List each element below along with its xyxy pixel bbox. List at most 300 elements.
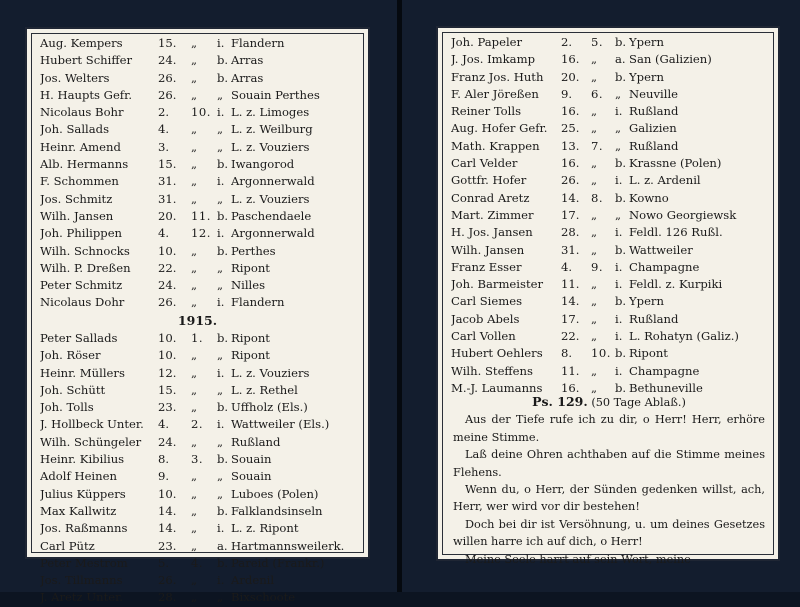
soldier-name: Aug. Kempers bbox=[40, 36, 123, 50]
death-place: Nilles bbox=[231, 278, 266, 293]
death-day: 26. bbox=[158, 87, 177, 102]
death-day: 26. bbox=[158, 295, 177, 310]
death-month: 11. bbox=[191, 208, 211, 223]
casualty-row bbox=[451, 172, 767, 189]
death-place: Hartmannsweilerk. bbox=[231, 538, 345, 553]
casualty-row bbox=[40, 121, 357, 138]
casualty-row bbox=[40, 538, 357, 555]
death-month: „ bbox=[191, 469, 198, 484]
unit-mark: „ bbox=[217, 87, 224, 102]
casualty-row bbox=[451, 51, 767, 68]
death-month: „ bbox=[191, 538, 198, 553]
death-place: Kowno bbox=[629, 190, 669, 205]
casualty-row bbox=[40, 173, 357, 190]
casualty-row bbox=[40, 139, 357, 156]
death-month: „ bbox=[191, 486, 198, 501]
soldier-name: Carl Vollen bbox=[451, 329, 516, 344]
unit-mark: b. bbox=[217, 208, 229, 223]
soldier-name: Peter Schmitz bbox=[40, 278, 123, 293]
death-month: „ bbox=[591, 156, 598, 171]
casualty-row bbox=[451, 259, 767, 276]
unit-mark: i. bbox=[615, 225, 623, 240]
unit-mark: „ bbox=[217, 191, 224, 206]
death-place: Feldl. z. Kurpiki bbox=[629, 277, 723, 292]
death-month: „ bbox=[591, 69, 598, 84]
death-day: 20. bbox=[158, 208, 177, 223]
unit-mark: „ bbox=[217, 348, 224, 363]
unit-mark: „ bbox=[217, 486, 224, 501]
death-month: 10. bbox=[591, 346, 611, 361]
soldier-name: F. Aler Jöreßen bbox=[451, 86, 539, 101]
death-month: 9. bbox=[591, 259, 604, 274]
unit-mark: i. bbox=[217, 295, 225, 310]
death-day: 10. bbox=[158, 486, 177, 501]
casualty-row bbox=[40, 434, 357, 451]
casualty-row bbox=[451, 276, 767, 293]
unit-mark: b. bbox=[217, 53, 229, 68]
death-place: Pareid (Frankr.) bbox=[231, 555, 325, 570]
death-day: 3. bbox=[158, 139, 170, 154]
death-month: „ bbox=[591, 294, 598, 309]
soldier-name: F. Schommen bbox=[40, 174, 119, 189]
soldier-name: Wilh. Schnocks bbox=[40, 243, 130, 258]
soldier-name: Nicolaus Dohr bbox=[40, 295, 125, 310]
casualty-list-1915-continued bbox=[451, 34, 767, 397]
unit-mark: b. bbox=[217, 331, 229, 345]
unit-mark: i. bbox=[217, 521, 225, 536]
death-month: „ bbox=[191, 365, 198, 380]
unit-mark: „ bbox=[217, 122, 224, 137]
death-day: 28. bbox=[561, 225, 580, 240]
unit-mark: „ bbox=[217, 382, 224, 397]
death-day: 15. bbox=[158, 36, 177, 50]
casualty-row bbox=[451, 207, 767, 224]
death-day: 15. bbox=[158, 157, 177, 172]
unit-mark: „ bbox=[217, 260, 224, 275]
death-place: Ripont bbox=[231, 260, 270, 275]
death-month: „ bbox=[591, 329, 598, 344]
casualty-row bbox=[451, 363, 767, 380]
death-month: 5. bbox=[591, 35, 604, 49]
death-month: „ bbox=[591, 242, 598, 257]
death-month: 12. bbox=[191, 226, 211, 241]
unit-mark: i. bbox=[615, 277, 623, 292]
casualty-row bbox=[40, 503, 357, 520]
death-month: „ bbox=[191, 503, 198, 518]
casualty-row bbox=[40, 225, 357, 242]
death-month: „ bbox=[191, 400, 198, 415]
right-card-frame bbox=[442, 32, 774, 566]
casualty-row bbox=[451, 224, 767, 241]
death-day: 8. bbox=[158, 452, 170, 467]
casualty-row bbox=[40, 208, 357, 225]
death-day: 28. bbox=[158, 590, 177, 605]
death-day: 13. bbox=[561, 138, 580, 153]
death-day: 11. bbox=[561, 277, 580, 292]
soldier-name: Reiner Tolls bbox=[451, 104, 522, 119]
death-day: 5. bbox=[158, 555, 170, 570]
death-month: „ bbox=[191, 174, 198, 189]
casualty-row bbox=[40, 572, 357, 589]
death-place: Bethuneville bbox=[629, 380, 703, 395]
death-place: L. z. Weilburg bbox=[231, 122, 313, 137]
death-day: 26. bbox=[158, 573, 177, 588]
death-day: 23. bbox=[158, 400, 177, 415]
unit-mark: b. bbox=[217, 243, 229, 258]
death-place: Flandern bbox=[231, 295, 285, 310]
soldier-name: M.-J. Laumanns bbox=[451, 380, 543, 395]
death-month: „ bbox=[191, 278, 198, 293]
soldier-name: Joh. Barmeister bbox=[451, 277, 544, 292]
casualty-row bbox=[40, 104, 357, 121]
soldier-name: Max Kallwitz bbox=[40, 503, 117, 518]
death-place: Ardenil bbox=[231, 573, 275, 588]
death-place: Ripont bbox=[231, 348, 270, 363]
soldier-name: Franz Jos. Huth bbox=[451, 69, 544, 84]
casualty-list-1914 bbox=[40, 35, 357, 312]
right-page bbox=[402, 0, 800, 592]
soldier-name: Carl Pütz bbox=[40, 538, 95, 553]
death-month: „ bbox=[191, 243, 198, 258]
death-day: 24. bbox=[158, 53, 177, 68]
death-place: Rußland bbox=[629, 104, 679, 119]
casualty-row bbox=[40, 294, 357, 311]
death-place: Nowo Georgiewsk bbox=[629, 207, 737, 222]
casualty-row bbox=[40, 555, 357, 572]
death-day: 17. bbox=[561, 311, 580, 326]
unit-mark: i. bbox=[615, 259, 623, 274]
soldier-name: Wilh. Jansen bbox=[451, 242, 525, 257]
unit-mark: i. bbox=[217, 573, 225, 588]
soldier-name: Peter Mestrom bbox=[40, 555, 128, 570]
soldier-name: H. Jos. Jansen bbox=[451, 225, 533, 240]
casualty-row bbox=[451, 86, 767, 103]
left-card bbox=[25, 27, 370, 605]
death-day: 24. bbox=[158, 278, 177, 293]
casualty-row bbox=[451, 69, 767, 86]
soldier-name: Joh. Schütt bbox=[40, 382, 106, 397]
death-day: 14. bbox=[561, 190, 580, 205]
casualty-row bbox=[451, 242, 767, 259]
death-month: „ bbox=[191, 122, 198, 137]
soldier-name: Jos. Schmitz bbox=[40, 191, 113, 206]
unit-mark: i. bbox=[615, 363, 623, 378]
death-day: 26. bbox=[158, 70, 177, 85]
death-month: „ bbox=[591, 225, 598, 240]
casualty-row bbox=[40, 70, 357, 87]
death-place: Uffholz (Els.) bbox=[231, 400, 308, 415]
death-place: Ypern bbox=[629, 294, 664, 309]
death-month: „ bbox=[591, 121, 598, 136]
death-day: 16. bbox=[561, 380, 580, 395]
death-place: Neuville bbox=[629, 86, 679, 101]
unit-mark: b. bbox=[615, 294, 627, 309]
soldier-name: Carl Siemes bbox=[451, 294, 523, 309]
death-month: „ bbox=[591, 173, 598, 188]
death-place: Luboes (Polen) bbox=[231, 486, 319, 501]
unit-mark: b. bbox=[217, 157, 229, 172]
death-day: 24. bbox=[158, 434, 177, 449]
unit-mark: „ bbox=[217, 434, 224, 449]
death-day: 2. bbox=[158, 105, 170, 120]
death-place: Feldl. 126 Rußl. bbox=[629, 225, 723, 240]
death-place: Champagne bbox=[629, 259, 700, 274]
death-day: 4. bbox=[158, 226, 170, 241]
unit-mark: i. bbox=[217, 105, 225, 120]
unit-mark: i. bbox=[615, 173, 623, 188]
soldier-name: Heinr. Müllers bbox=[40, 365, 125, 380]
death-month: „ bbox=[591, 277, 598, 292]
unit-mark: b. bbox=[217, 400, 229, 415]
death-place: Champagne bbox=[629, 363, 700, 378]
death-day: 12. bbox=[158, 365, 177, 380]
casualty-row bbox=[451, 138, 767, 155]
unit-mark: i. bbox=[217, 226, 225, 241]
death-day: 25. bbox=[561, 121, 580, 136]
death-day: 16. bbox=[561, 104, 580, 119]
unit-mark: a. bbox=[615, 52, 626, 67]
soldier-name: Joh. Philippen bbox=[40, 226, 123, 241]
unit-mark: „ bbox=[217, 139, 224, 154]
casualty-row bbox=[40, 191, 357, 208]
soldier-name: Hubert Oehlers bbox=[451, 346, 543, 361]
casualty-row bbox=[40, 451, 357, 468]
death-day: 31. bbox=[561, 242, 580, 257]
soldier-name: Wilh. Schüngeler bbox=[40, 434, 142, 449]
death-month: „ bbox=[591, 380, 598, 395]
unit-mark: b. bbox=[217, 503, 229, 518]
unit-mark: b. bbox=[615, 35, 627, 49]
death-month: „ bbox=[191, 260, 198, 275]
death-place: L. z. Rethel bbox=[231, 382, 298, 397]
soldier-name: Aug. Hofer Gefr. bbox=[451, 121, 548, 136]
unit-mark: b. bbox=[615, 69, 627, 84]
death-place: L. z. Vouziers bbox=[231, 139, 310, 154]
soldier-name: Julius Küppers bbox=[40, 486, 126, 501]
psalm-line: Laß deine Ohren achthaben auf die Stimme meines Flehens. bbox=[453, 448, 765, 479]
soldier-name: Franz Esser bbox=[451, 259, 522, 274]
casualty-row bbox=[40, 468, 357, 485]
soldier-name: Carl Velder bbox=[451, 156, 518, 171]
soldier-name: J. Aretz Unter. bbox=[40, 590, 124, 605]
death-day: 20. bbox=[561, 69, 580, 84]
death-day: 14. bbox=[158, 503, 177, 518]
unit-mark: i. bbox=[217, 36, 225, 50]
death-month: „ bbox=[191, 295, 198, 310]
casualty-row bbox=[40, 277, 357, 294]
death-day: 23. bbox=[158, 538, 177, 553]
soldier-name: J. Hollbeck Unter. bbox=[40, 417, 144, 432]
death-place: Arras bbox=[231, 70, 264, 85]
death-month: 10. bbox=[191, 105, 211, 120]
soldier-name: Jos. Tillmanns bbox=[40, 573, 123, 588]
unit-mark: i. bbox=[217, 365, 225, 380]
death-month: „ bbox=[191, 434, 198, 449]
death-month: „ bbox=[191, 573, 198, 588]
death-month: 6. bbox=[591, 86, 604, 101]
death-month: „ bbox=[591, 311, 598, 326]
death-place: Wattweiler (Els.) bbox=[231, 417, 330, 432]
death-day: 22. bbox=[158, 260, 177, 275]
soldier-name: Heinr. Kibilius bbox=[40, 452, 125, 467]
death-day: 15. bbox=[158, 382, 177, 397]
death-day: 16. bbox=[561, 52, 580, 67]
unit-mark: b. bbox=[615, 380, 627, 395]
unit-mark: i. bbox=[217, 417, 225, 432]
soldier-name: Mart. Zimmer bbox=[451, 207, 534, 222]
death-month: „ bbox=[191, 53, 198, 68]
casualty-row bbox=[451, 311, 767, 328]
unit-mark: i. bbox=[615, 329, 623, 344]
left-card-frame bbox=[31, 33, 364, 605]
death-place: Souain Perthes bbox=[231, 87, 320, 102]
death-day: 10. bbox=[158, 348, 177, 363]
death-place: Iwangorod bbox=[231, 157, 295, 172]
casualty-row bbox=[40, 399, 357, 416]
death-day: 4. bbox=[561, 259, 573, 274]
death-month: „ bbox=[191, 36, 198, 50]
psalm-title: Ps. 129. bbox=[532, 394, 588, 409]
death-place: Galizien bbox=[629, 121, 677, 136]
death-month: „ bbox=[591, 104, 598, 119]
death-place: Paschendaele bbox=[231, 208, 312, 223]
unit-mark: „ bbox=[217, 590, 224, 605]
death-place: San (Galizien) bbox=[629, 52, 712, 67]
unit-mark: b. bbox=[615, 156, 627, 171]
soldier-name: Jacob Abels bbox=[451, 311, 520, 326]
casualty-row bbox=[40, 87, 357, 104]
soldier-name: H. Haupts Gefr. bbox=[40, 87, 133, 102]
death-place: Argonnerwald bbox=[231, 226, 315, 241]
death-day: 11. bbox=[561, 363, 580, 378]
death-place: Souain bbox=[231, 469, 272, 484]
death-month: 1. bbox=[191, 331, 204, 345]
casualty-row bbox=[40, 486, 357, 503]
unit-mark: „ bbox=[615, 86, 622, 101]
death-place: L. z. Vouziers bbox=[231, 191, 310, 206]
death-place: Perthes bbox=[231, 243, 276, 258]
death-day: 22. bbox=[561, 329, 580, 344]
casualty-row bbox=[451, 103, 767, 120]
unit-mark: „ bbox=[615, 207, 622, 222]
death-place: Souain bbox=[231, 452, 272, 467]
death-place: Rußland bbox=[231, 434, 281, 449]
psalm-line: Meine Seele harrt auf sein Wort, meine bbox=[465, 552, 691, 566]
unit-mark: i. bbox=[615, 104, 623, 119]
death-day: 2. bbox=[561, 35, 573, 49]
psalm-line: Wenn du, o Herr, der Sünden gedenken willst, ach, Herr, wer wird vor dir bestehen! bbox=[453, 483, 765, 514]
unit-mark: i. bbox=[217, 174, 225, 189]
death-month: „ bbox=[191, 87, 198, 102]
psalm-line: Doch bei dir ist Versöhnung, u. um deines Gesetzes willen harre ich auf dich, o Herr! bbox=[453, 517, 765, 549]
death-month: „ bbox=[191, 382, 198, 397]
soldier-name: Joh. Tolls bbox=[40, 400, 94, 415]
unit-mark: b. bbox=[615, 242, 627, 257]
casualty-row bbox=[40, 589, 357, 606]
soldier-name: Alb. Hermanns bbox=[40, 157, 129, 172]
soldier-name: Wilh. Steffens bbox=[451, 363, 533, 378]
death-day: 9. bbox=[561, 86, 573, 101]
death-day: 14. bbox=[158, 521, 177, 536]
casualty-row bbox=[451, 34, 767, 51]
death-month: „ bbox=[191, 590, 198, 605]
death-day: 10. bbox=[158, 331, 177, 345]
death-month: „ bbox=[191, 348, 198, 363]
death-place: Bixschoote bbox=[231, 590, 296, 605]
death-day: 26. bbox=[561, 173, 580, 188]
right-card bbox=[436, 26, 780, 566]
death-place: Flandern bbox=[231, 36, 285, 50]
death-place: L. z. Limoges bbox=[231, 105, 310, 120]
death-day: 10. bbox=[158, 243, 177, 258]
psalm-indulgence: (50 Tage Ablaß.) bbox=[591, 396, 686, 409]
soldier-name: Jos. Raßmanns bbox=[40, 521, 128, 536]
death-place: Ripont bbox=[231, 331, 270, 345]
death-month: „ bbox=[191, 139, 198, 154]
psalm-heading bbox=[453, 393, 765, 411]
casualty-row bbox=[40, 260, 357, 277]
death-place: Wattweiler bbox=[629, 242, 693, 257]
soldier-name: Heinr. Amend bbox=[40, 139, 121, 154]
unit-mark: a. bbox=[217, 538, 228, 553]
casualty-row bbox=[40, 243, 357, 260]
soldier-name: Wilh. Jansen bbox=[40, 208, 114, 223]
soldier-name: Gottfr. Hofer bbox=[451, 173, 527, 188]
unit-mark: b. bbox=[217, 555, 229, 570]
casualty-row bbox=[451, 345, 767, 362]
unit-mark: b. bbox=[615, 346, 627, 361]
casualty-row bbox=[451, 120, 767, 137]
casualty-row bbox=[40, 416, 357, 433]
soldier-name: Wilh. P. Dreßen bbox=[40, 260, 131, 275]
casualty-row bbox=[40, 156, 357, 173]
death-place: Falklandsinseln bbox=[231, 503, 323, 518]
death-day: 4. bbox=[158, 122, 170, 137]
death-place: Ypern bbox=[629, 69, 664, 84]
death-day: 31. bbox=[158, 174, 177, 189]
death-place: Argonnerwald bbox=[231, 174, 315, 189]
death-place: Rußland bbox=[629, 138, 679, 153]
death-day: 31. bbox=[158, 191, 177, 206]
year-heading-1915: 1915. bbox=[177, 313, 218, 328]
casualty-row bbox=[40, 52, 357, 69]
unit-mark: „ bbox=[217, 469, 224, 484]
unit-mark: i. bbox=[615, 311, 623, 326]
death-month: 4. bbox=[191, 555, 204, 570]
death-place: Rußland bbox=[629, 311, 679, 326]
unit-mark: „ bbox=[615, 121, 622, 136]
soldier-name: Math. Krappen bbox=[451, 138, 540, 153]
soldier-name: Hubert Schiffer bbox=[40, 53, 132, 68]
unit-mark: b. bbox=[615, 190, 627, 205]
casualty-row bbox=[40, 365, 357, 382]
death-month: 3. bbox=[191, 452, 204, 467]
casualty-row bbox=[40, 35, 357, 52]
soldier-name: Adolf Heinen bbox=[40, 469, 117, 484]
death-place: L. z. Vouziers bbox=[231, 365, 310, 380]
soldier-name: Conrad Aretz bbox=[451, 190, 530, 205]
death-month: 8. bbox=[591, 190, 604, 205]
death-day: 16. bbox=[561, 156, 580, 171]
unit-mark: „ bbox=[217, 278, 224, 293]
casualty-row bbox=[451, 293, 767, 310]
death-day: 9. bbox=[158, 469, 170, 484]
unit-mark: b. bbox=[217, 452, 229, 467]
casualty-row bbox=[40, 330, 357, 347]
death-day: 4. bbox=[158, 417, 170, 432]
psalm-line: Aus der Tiefe rufe ich zu dir, o Herr! Herr, erhöre meine Stimme. bbox=[453, 413, 765, 444]
death-place: L. z. Ardenil bbox=[629, 173, 701, 188]
